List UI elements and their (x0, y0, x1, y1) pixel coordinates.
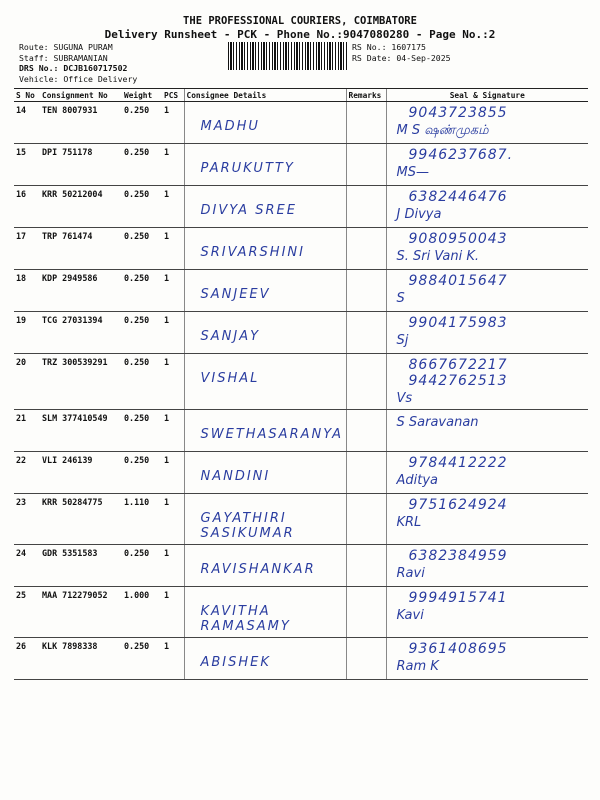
cell-weight: 0.250 (122, 144, 162, 186)
cell-sno: 24 (14, 545, 40, 587)
staff-label: Staff: SUBRAMANIAN (19, 52, 108, 63)
table-row (14, 638, 588, 680)
cell-weight: 0.250 (122, 186, 162, 228)
cell-pcs: 1 (162, 270, 184, 312)
cell-consignment: TRZ 300539291 (40, 354, 122, 410)
cell-pcs: 1 (162, 587, 184, 638)
handwritten-consignee-name: SRIVARSHINI (200, 245, 305, 260)
cell-consignment: GDR 5351583 (40, 545, 122, 587)
handwritten-phone: 9751624924 (408, 497, 508, 513)
cell-remarks (346, 186, 386, 228)
handwritten-signature: MS— (396, 165, 429, 180)
cell-sno: 19 (14, 312, 40, 354)
col-consignment: Consignment No (40, 89, 122, 102)
handwritten-consignee-name: PARUKUTTY (200, 161, 295, 176)
cell-remarks (346, 228, 386, 270)
cell-remarks (346, 410, 386, 452)
handwritten-signature: Kavi (396, 608, 424, 623)
cell-consignee (184, 144, 346, 186)
cell-consignment: KRR 50284775 (40, 494, 122, 545)
cell-pcs: 1 (162, 312, 184, 354)
table-row (14, 144, 588, 186)
handwritten-signature: S (396, 291, 405, 306)
handwritten-consignee-name: VISHAL (200, 371, 260, 386)
runsheet-subtitle: Delivery Runsheet - PCK - Phone No.:9047080280 - Page No.:2 (104, 28, 496, 41)
cell-consignment: KDP 2949586 (40, 270, 122, 312)
drs-label: DRS No.: DCJB160717502 (19, 63, 128, 73)
cell-sno: 25 (14, 587, 40, 638)
cell-consignment: TEN 8007931 (40, 102, 122, 144)
barcode-image (228, 42, 348, 70)
cell-consignee (184, 102, 346, 144)
handwritten-signature: Sj (396, 333, 409, 348)
cell-consignee (184, 587, 346, 638)
cell-sno: 17 (14, 228, 40, 270)
handwritten-phone: 9043723855 (408, 105, 508, 121)
col-signature: Seal & Signature (386, 89, 588, 102)
cell-consignment: TCG 27031394 (40, 312, 122, 354)
handwritten-phone: 9361408695 (408, 641, 508, 657)
cell-weight: 0.250 (122, 312, 162, 354)
cell-pcs: 1 (162, 102, 184, 144)
handwritten-phone: 9904175983 (408, 315, 508, 331)
cell-pcs: 1 (162, 144, 184, 186)
cell-signature (386, 587, 588, 638)
cell-sno: 20 (14, 354, 40, 410)
cell-pcs: 1 (162, 452, 184, 494)
handwritten-signature: Ravi (396, 566, 425, 581)
cell-pcs: 1 (162, 545, 184, 587)
cell-pcs: 1 (162, 494, 184, 545)
cell-remarks (346, 312, 386, 354)
cell-consignment: KRR 50212004 (40, 186, 122, 228)
cell-consignee (184, 545, 346, 587)
handwritten-phone: 9884015647 (408, 273, 508, 289)
cell-signature (386, 228, 588, 270)
cell-consignee (184, 638, 346, 680)
cell-sno: 18 (14, 270, 40, 312)
route-label: Route: SUGUNA PURAM (19, 42, 113, 52)
cell-signature (386, 452, 588, 494)
handwritten-signature: S. Sri Vani K. (396, 249, 480, 264)
table-row (14, 494, 588, 545)
col-remarks: Remarks (346, 89, 386, 102)
table-row (14, 545, 588, 587)
cell-signature (386, 186, 588, 228)
cell-remarks (346, 587, 386, 638)
cell-consignee (184, 354, 346, 410)
handwritten-consignee-name: KAVITHA RAMASAMY (200, 604, 291, 634)
cell-consignee (184, 410, 346, 452)
cell-sno: 26 (14, 638, 40, 680)
handwritten-signature: Vs (396, 391, 413, 406)
table-row (14, 410, 588, 452)
rs-no-label: RS No.: 1607175 (352, 42, 426, 52)
handwritten-phone: 9946237687. (408, 147, 514, 163)
cell-signature (386, 270, 588, 312)
cell-sno: 23 (14, 494, 40, 545)
table-row (14, 354, 588, 410)
col-weight: Weight (122, 89, 162, 102)
cell-sno: 16 (14, 186, 40, 228)
cell-weight: 0.250 (122, 638, 162, 680)
cell-pcs: 1 (162, 410, 184, 452)
cell-pcs: 1 (162, 186, 184, 228)
cell-consignment: DPI 751178 (40, 144, 122, 186)
cell-sno: 14 (14, 102, 40, 144)
table-row (14, 186, 588, 228)
handwritten-signature: M S ஷண்முகம் (396, 123, 489, 138)
handwritten-phone: 6382446476 (408, 189, 508, 205)
table-row (14, 228, 588, 270)
cell-remarks (346, 102, 386, 144)
handwritten-consignee-name: GAYATHIRI SASIKUMAR (200, 511, 295, 541)
cell-weight: 0.250 (122, 102, 162, 144)
handwritten-signature: KRL (396, 515, 422, 530)
vehicle-label: Vehicle: Office Delivery (19, 73, 138, 84)
table-row (14, 587, 588, 638)
handwritten-phone: 6382384959 (408, 548, 508, 564)
cell-consignee (184, 494, 346, 545)
cell-weight: 0.250 (122, 354, 162, 410)
cell-remarks (346, 638, 386, 680)
cell-weight: 0.250 (122, 452, 162, 494)
cell-signature (386, 545, 588, 587)
handwritten-consignee-name: MADHU (200, 119, 260, 134)
table-row (14, 270, 588, 312)
table-header-row (14, 89, 588, 102)
cell-sno: 15 (14, 144, 40, 186)
cell-consignee (184, 270, 346, 312)
cell-remarks (346, 144, 386, 186)
cell-signature (386, 144, 588, 186)
handwritten-consignee-name: SANJEEV (200, 287, 271, 302)
handwritten-consignee-name: SANJAY (200, 329, 261, 344)
company-title: THE PROFESSIONAL COURIERS, COIMBATORE (183, 15, 417, 27)
cell-signature (386, 494, 588, 545)
cell-pcs: 1 (162, 228, 184, 270)
handwritten-consignee-name: NANDINI (200, 469, 271, 484)
cell-consignee (184, 186, 346, 228)
handwritten-signature: S Saravanan (396, 415, 479, 430)
cell-signature (386, 354, 588, 410)
cell-weight: 1.110 (122, 494, 162, 545)
handwritten-signature: J Divya (396, 207, 442, 222)
meta-right (352, 42, 451, 63)
cell-consignee (184, 312, 346, 354)
handwritten-signature: Aditya (396, 473, 439, 488)
cell-consignment: MAA 712279052 (40, 587, 122, 638)
table-row (14, 312, 588, 354)
handwritten-consignee-name: ABISHEK (200, 655, 271, 670)
cell-remarks (346, 494, 386, 545)
cell-signature (386, 410, 588, 452)
handwritten-phone: 9994915741 (408, 590, 508, 606)
cell-pcs: 1 (162, 354, 184, 410)
cell-pcs: 1 (162, 638, 184, 680)
handwritten-phone: 9784412222 (408, 455, 508, 471)
cell-remarks (346, 452, 386, 494)
col-pcs: PCS (162, 89, 184, 102)
table-row (14, 452, 588, 494)
cell-sno: 21 (14, 410, 40, 452)
cell-signature (386, 638, 588, 680)
cell-consignee (184, 452, 346, 494)
col-consignee: Consignee Details (184, 89, 346, 102)
cell-weight: 0.250 (122, 545, 162, 587)
cell-remarks (346, 354, 386, 410)
cell-sno: 22 (14, 452, 40, 494)
cell-consignee (184, 228, 346, 270)
cell-consignment: KLK 7898338 (40, 638, 122, 680)
handwritten-signature: Ram K (396, 659, 439, 674)
table-row (14, 102, 588, 144)
cell-consignment: VLI 246139 (40, 452, 122, 494)
rs-date-label: RS Date: 04-Sep-2025 (352, 52, 451, 63)
cell-consignment: TRP 761474 (40, 228, 122, 270)
cell-signature (386, 102, 588, 144)
handwritten-phone: 9080950043 (408, 231, 508, 247)
cell-weight: 1.000 (122, 587, 162, 638)
cell-weight: 0.250 (122, 410, 162, 452)
handwritten-consignee-name: SWETHASARANYA (200, 427, 344, 442)
handwritten-phone: 8667672217 9442762513 (408, 357, 508, 389)
cell-weight: 0.250 (122, 270, 162, 312)
cell-remarks (346, 545, 386, 587)
cell-weight: 0.250 (122, 228, 162, 270)
handwritten-consignee-name: RAVISHANKAR (200, 562, 316, 577)
cell-signature (386, 312, 588, 354)
runsheet-table (14, 88, 588, 680)
col-sno: S No (14, 89, 40, 102)
handwritten-consignee-name: DIVYA SREE (200, 203, 297, 218)
cell-consignment: SLM 377410549 (40, 410, 122, 452)
meta-left (19, 42, 137, 84)
cell-remarks (346, 270, 386, 312)
